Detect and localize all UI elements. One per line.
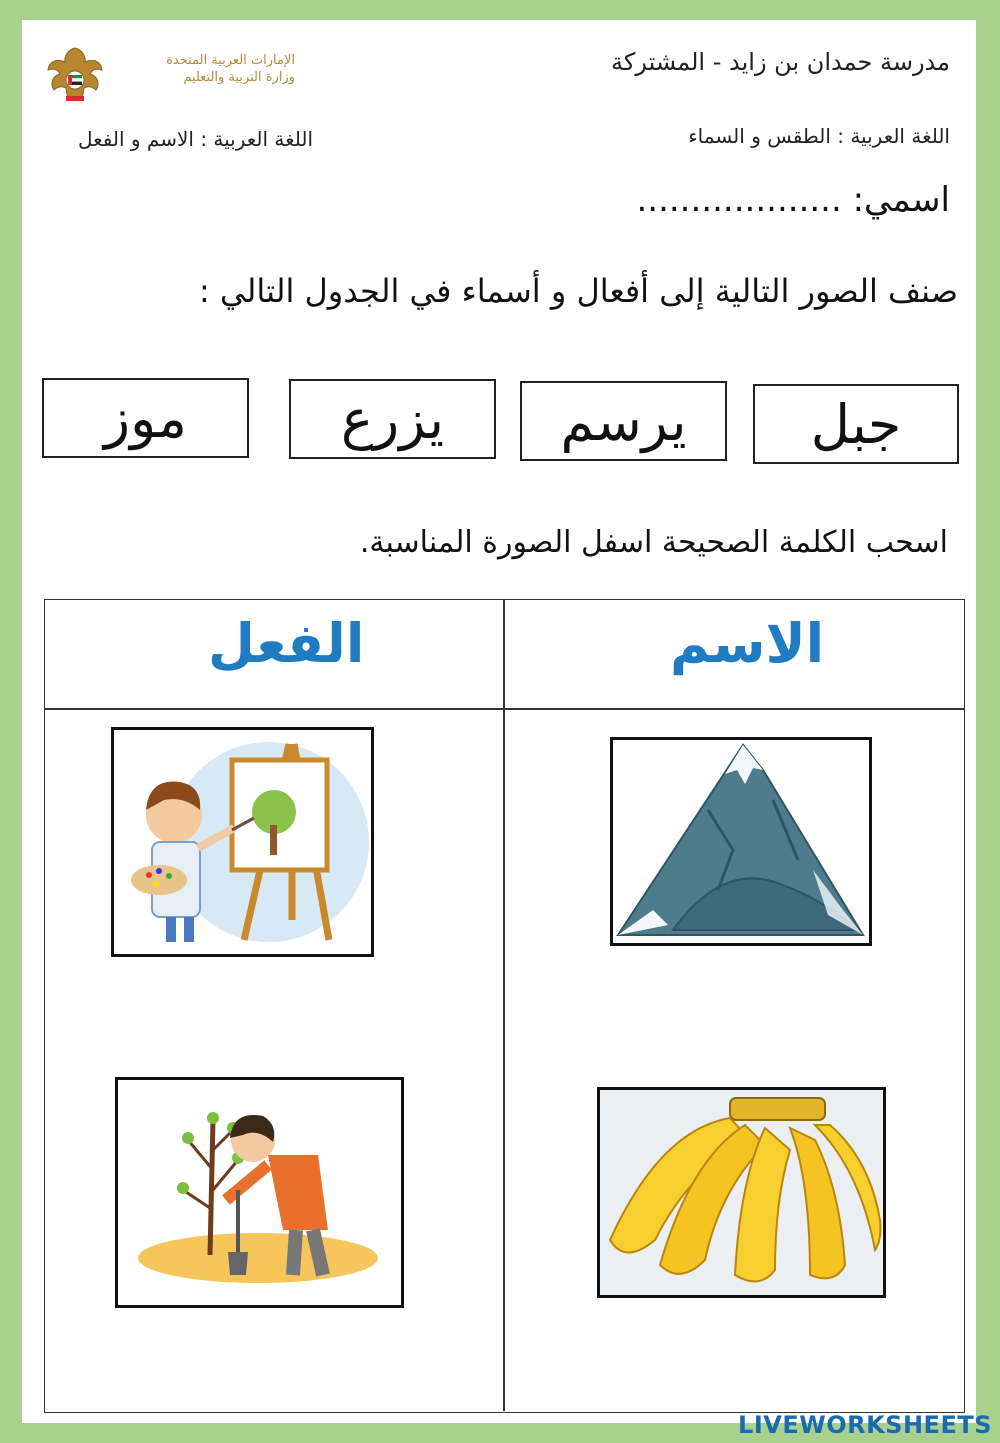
ministry-line2: وزارة التربية والتعليم <box>183 70 295 85</box>
uae-emblem-icon <box>44 44 106 106</box>
planting-boy-image <box>115 1077 404 1308</box>
subject-topic-weather: اللغة العربية : الطقس و السماء <box>688 124 950 148</box>
table-header-divider <box>44 708 964 710</box>
word-card-plants[interactable]: يزرع <box>289 379 496 459</box>
ministry-name <box>120 52 295 86</box>
table-column-divider <box>503 599 505 1411</box>
word-card-draws[interactable]: يرسم <box>520 381 727 461</box>
painting-boy-image <box>111 727 374 957</box>
school-name: مدرسة حمدان بن زايد - المشتركة <box>611 48 950 76</box>
mountain-image <box>610 737 872 946</box>
verb-column-header: الفعل <box>208 612 365 675</box>
word-card-mountain[interactable]: جبل <box>753 384 959 464</box>
classify-instruction: صنف الصور التالية إلى أفعال و أسماء في الجدول التالي : <box>198 272 958 310</box>
word-card-banana[interactable]: موز <box>42 378 249 458</box>
bananas-image <box>597 1087 886 1298</box>
drag-instruction: اسحب الكلمة الصحيحة اسفل الصورة المناسبة. <box>359 525 948 560</box>
subject-topic-noun-verb: اللغة العربية : الاسم و الفعل <box>78 127 314 151</box>
ministry-line1: الإمارات العربية المتحدة <box>166 53 295 68</box>
student-name-field[interactable]: اسمي: ................... <box>636 180 950 220</box>
liveworksheets-brand[interactable]: LIVEWORKSHEETS <box>738 1411 992 1439</box>
noun-column-header: الاسم <box>670 612 825 675</box>
